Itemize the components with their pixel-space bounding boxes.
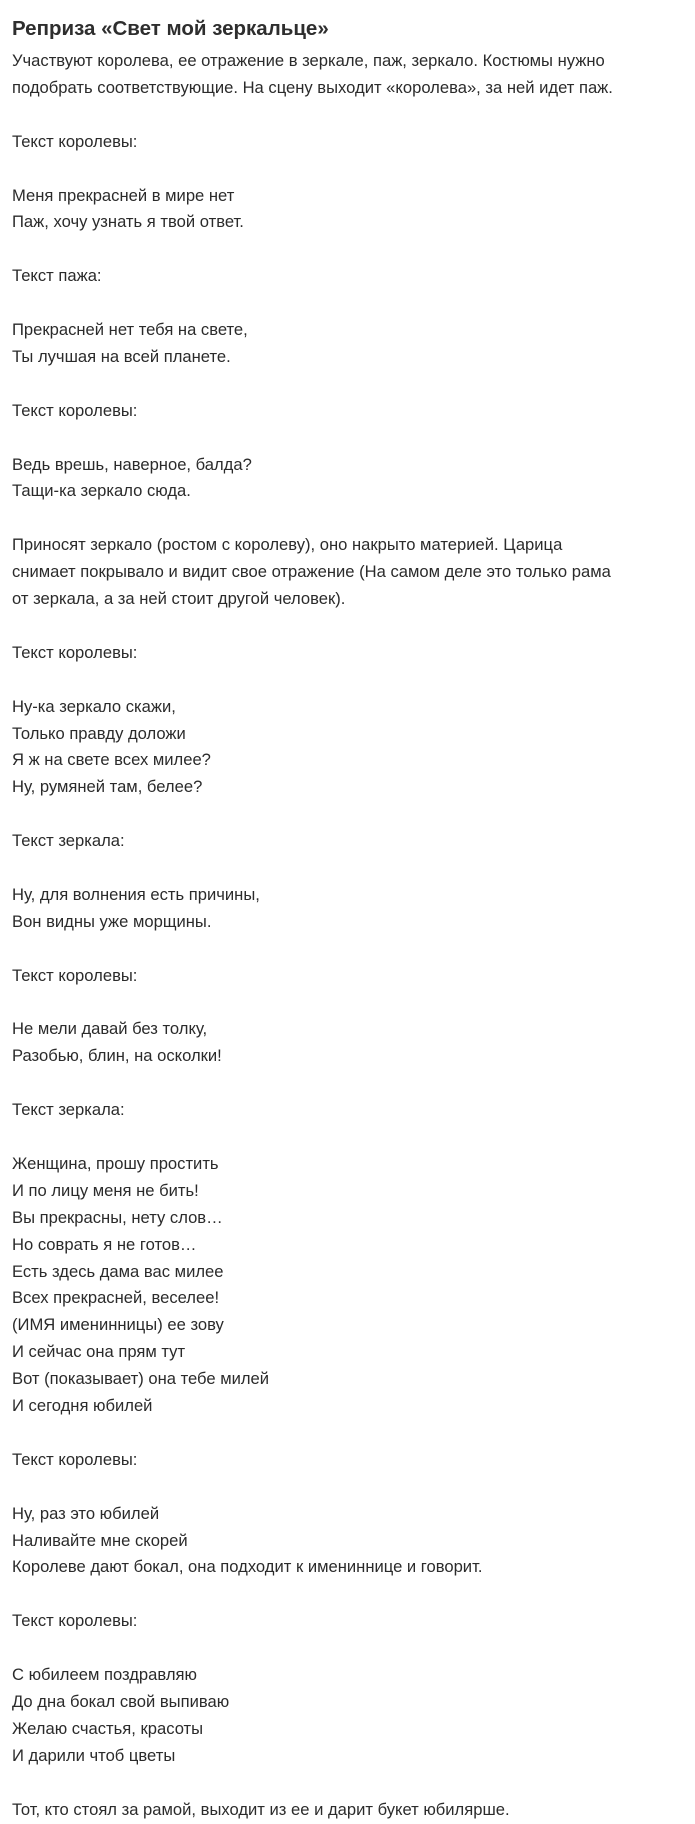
text-paragraph [12,183,683,237]
text-line: Приносят зеркало (ростом с королеву), оно накрыто материей. Царица [12,535,563,555]
text-line: Ну, для волнения есть причины, [12,884,260,904]
text-line: Ты лучшая на всей планете. [12,346,231,366]
text-line: И по лицу меня не бить! [12,1180,199,1200]
text-line: Вон видны уже морщины. [12,911,212,931]
text-paragraph [12,1797,683,1824]
text-paragraph [12,1662,683,1770]
text-paragraph [12,1501,683,1582]
text-line: Тащи-ка зеркало сюда. [12,481,191,501]
text-line: Вы прекрасны, нету слов… [12,1207,223,1227]
text-line: Наливайте мне скорей [12,1530,188,1550]
text-line: Текст зеркала: [12,1100,125,1120]
text-line: С юбилеем поздравляю [12,1665,197,1685]
text-line: от зеркала, а за ней стоит другой человек). [12,589,346,609]
text-line: Но соврать я не готов… [12,1234,197,1254]
text-line: Я ж на свете всех милее? [12,750,211,770]
text-line: Прекрасней нет тебя на свете, [12,320,248,339]
text-paragraph [12,1447,683,1474]
text-line: Паж, хочу узнать я твой ответ. [12,212,244,232]
text-paragraph [12,963,683,990]
text-line: Есть здесь дама вас милее [12,1261,224,1281]
text-paragraph [12,640,683,667]
text-line: Ну, раз это юбилей [12,1503,160,1523]
article-body [12,48,683,1824]
text-paragraph [12,48,683,102]
text-line: И сейчас она прям тут [12,1342,186,1362]
text-line: Участвуют королева, ее отражение в зеркале, паж, зеркало. Костюмы нужно [12,51,605,70]
text-line: снимает покрывало и видит свое отражение (На самом деле это только рама [12,562,611,582]
text-line: Ведь врешь, наверное, балда? [12,454,252,474]
text-paragraph [12,1097,683,1124]
text-line: Вот (показывает) она тебе милей [12,1369,270,1389]
text-line: Текст королевы: [12,1611,138,1631]
text-line: подобрать соответствующие. На сцену выходит «королева», за ней идет паж. [12,77,613,97]
text-paragraph [12,882,683,936]
text-line: Королеве дают бокал, она подходит к имениннице и говорит. [12,1557,483,1577]
text-paragraph [12,317,683,371]
text-line: Всех прекрасней, веселее! [12,1288,220,1308]
text-line: Текст королевы: [12,400,138,420]
text-paragraph [12,398,683,425]
text-line: И дарили чтоб цветы [12,1745,176,1765]
text-line: Текст королевы: [12,642,138,662]
text-line: Ну-ка зеркало скажи, [12,696,176,716]
text-line: Текст королевы: [12,1449,138,1469]
text-line: (ИМЯ именинницы) ее зову [12,1315,224,1335]
text-line: Ну, румяней там, белее? [12,777,203,797]
text-line: Текст зеркала: [12,831,125,851]
text-line: Текст королевы: [12,131,138,151]
text-line: И сегодня юбилей [12,1396,153,1416]
text-paragraph [12,452,683,506]
text-paragraph [12,1608,683,1635]
text-paragraph [12,129,683,156]
text-line: Желаю счастья, красоты [12,1718,204,1738]
text-line: До дна бокал свой выпиваю [12,1691,230,1711]
article-title: Реприза «Свет мой зеркальце» [12,17,329,40]
text-line: Текст королевы: [12,965,138,985]
text-line: Только правду доложи [12,723,186,743]
text-paragraph [12,263,683,290]
text-line: Женщина, прошу простить [12,1153,219,1173]
text-paragraph [12,694,683,802]
text-paragraph [12,1016,683,1070]
text-paragraph [12,1151,683,1420]
text-line: Текст пажа: [12,266,102,286]
text-line: Меня прекрасней в мире нет [12,185,235,205]
text-line: Тот, кто стоял за рамой, выходит из ее и дарит букет юбилярше. [12,1799,510,1819]
text-paragraph [12,532,683,613]
text-paragraph [12,828,683,855]
text-line: Не мели давай без толку, [12,1019,208,1039]
text-line: Разобью, блин, на осколки! [12,1046,222,1066]
